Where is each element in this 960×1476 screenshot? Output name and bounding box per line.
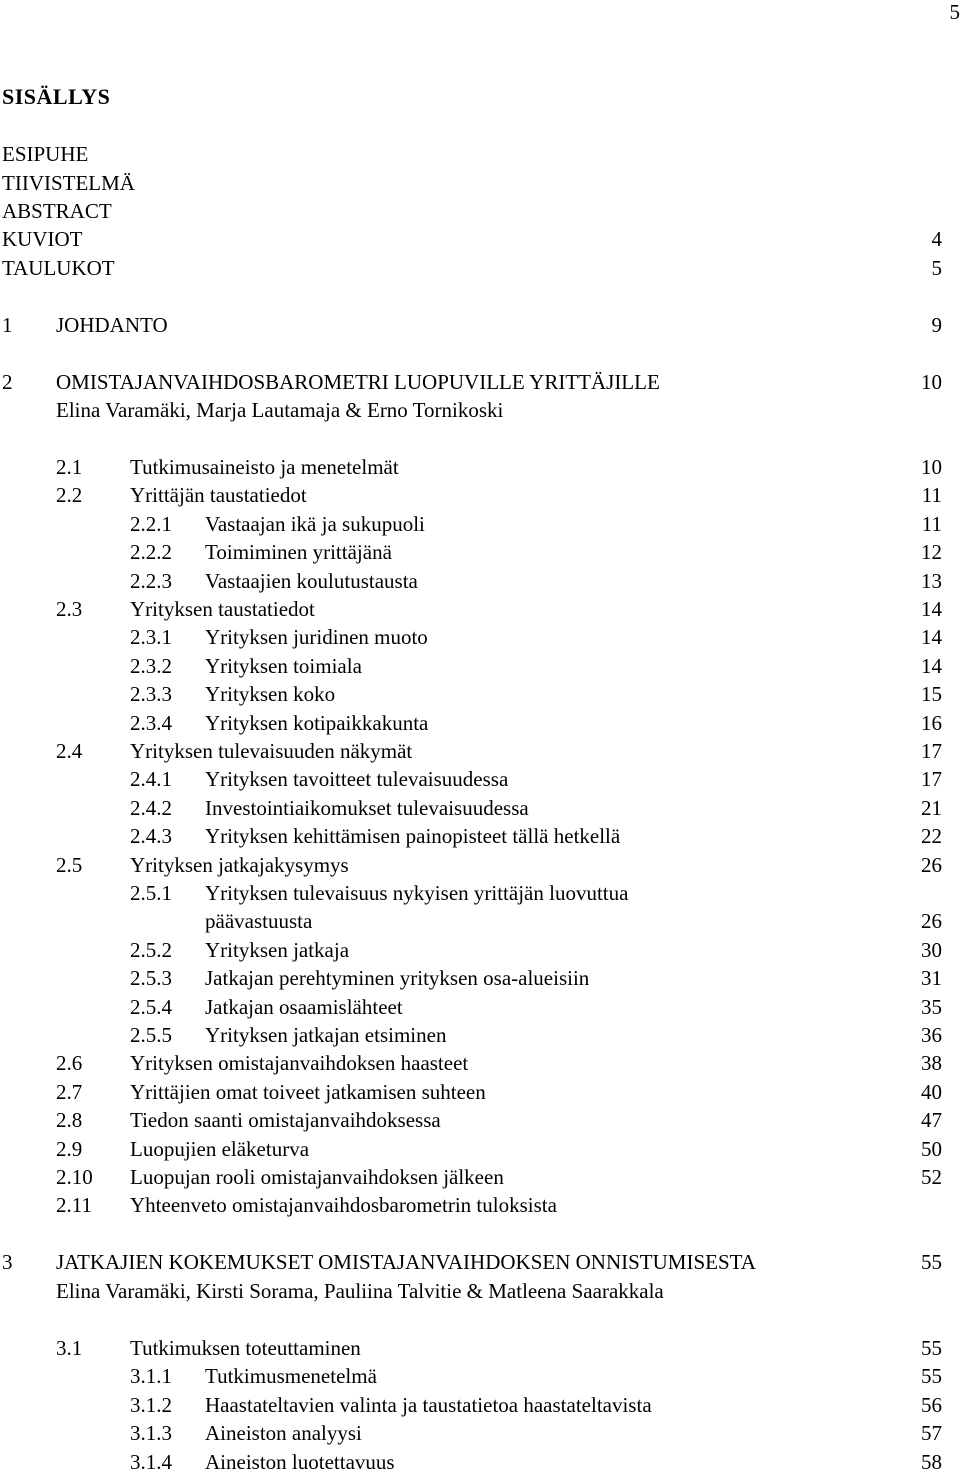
toc-entry-title: Yrityksen tavoitteet tulevaisuudessa (205, 767, 509, 791)
toc-entry-page: 10 (921, 455, 942, 479)
toc-entry-number: 3.1.4 (130, 1450, 172, 1474)
toc-entry (0, 1163, 942, 1191)
toc-entry-page: 14 (921, 625, 942, 649)
toc-entry-number: 2.6 (56, 1051, 83, 1075)
toc-entry-page: 40 (921, 1080, 942, 1104)
toc-entry-number: 2.9 (56, 1137, 83, 1161)
toc-entry-number: 2.5.4 (130, 995, 172, 1019)
toc-entry-title: Jatkajan osaamislähteet (205, 995, 403, 1019)
toc-entry (0, 623, 942, 651)
toc-entry-page: 4 (931, 227, 942, 251)
page-number: 5 (949, 0, 960, 24)
toc-entry-title: KUVIOT (2, 227, 83, 251)
toc-entry-number: 2.10 (56, 1165, 93, 1189)
toc-entry-title: Yrityksen juridinen muoto (205, 625, 428, 649)
toc-chapter-3-authors (0, 1277, 942, 1305)
toc-entry (0, 822, 942, 850)
toc-entry-page: 35 (921, 995, 942, 1019)
toc-entry (0, 709, 942, 737)
page-title: SISÄLLYS (2, 84, 111, 109)
toc-entry (0, 1049, 942, 1077)
toc-entry-number: 2.5.2 (130, 938, 172, 962)
toc-entry-page: 55 (921, 1336, 942, 1360)
toc-entry-page: 17 (921, 767, 942, 791)
toc-entry (0, 481, 942, 509)
toc-entry (0, 993, 942, 1021)
toc-entry-number: 2.5.3 (130, 966, 172, 990)
toc-entry-page: 26 (921, 853, 942, 877)
toc-entry-title: Yrityksen jatkaja (205, 938, 350, 962)
toc-entry (0, 1448, 942, 1476)
toc-front-matter-item (0, 140, 942, 168)
toc-entry-title: Vastaajan ikä ja sukupuoli (205, 512, 425, 536)
toc-entry-title: Yrittäjien omat toiveet jatkamisen suhteen (130, 1080, 486, 1104)
toc-entry (0, 1191, 942, 1219)
toc-entry-page: 58 (921, 1450, 942, 1474)
chapter-authors: Elina Varamäki, Marja Lautamaja & Erno Tornikoski (56, 398, 504, 422)
toc-entry-page: 36 (921, 1023, 942, 1047)
toc-entry (0, 879, 942, 907)
toc-front-matter-item (0, 169, 942, 197)
toc-entry (0, 1391, 942, 1419)
toc-chapter-1 (0, 311, 942, 339)
toc-entry-page: 14 (921, 597, 942, 621)
toc-entry-title: Toimiminen yrittäjänä (205, 540, 392, 564)
toc-entry-title: Vastaajien koulutustausta (205, 569, 418, 593)
chapter-number: 2 (2, 370, 13, 394)
toc-entry (0, 510, 942, 538)
toc-entry-page: 17 (921, 739, 942, 763)
toc-entry-number: 2.3.1 (130, 625, 172, 649)
toc-entry-number: 2.5.5 (130, 1023, 172, 1047)
toc-entry-number: 2.4 (56, 739, 83, 763)
toc-entry-number: 2.2 (56, 483, 83, 507)
toc-entry-title: Yhteenveto omistajanvaihdosbarometrin tuloksista (130, 1193, 557, 1217)
toc-entry-number: 2.4.1 (130, 767, 172, 791)
toc-front-matter-item (0, 225, 942, 253)
toc-entry-title: Yrityksen koko (205, 682, 336, 706)
toc-entry-number: 2.1 (56, 455, 83, 479)
toc-entry-title: Yrityksen omistajanvaihdoksen haasteet (130, 1051, 469, 1075)
toc-entry-title: Yrityksen jatkajakysymys (130, 853, 349, 877)
toc-entry-page: 11 (921, 512, 942, 536)
toc-entry (0, 737, 942, 765)
toc-entry-number: 3.1.2 (130, 1393, 172, 1417)
toc-front-matter-item (0, 254, 942, 282)
toc-entry-page: 26 (921, 909, 942, 933)
toc-entry-title: Investointiaikomukset tulevaisuudessa (205, 796, 529, 820)
toc-entry-number: 2.11 (56, 1193, 92, 1217)
toc-entry-title: Yrittäjän taustatiedot (130, 483, 307, 507)
toc-entry (0, 1419, 942, 1447)
toc-entry-title: Tutkimusmenetelmä (205, 1364, 377, 1388)
toc-entry-number: 3.1.1 (130, 1364, 172, 1388)
chapter-authors: Elina Varamäki, Kirsti Sorama, Pauliina Talvitie & Matleena Saarakkala (56, 1279, 664, 1303)
toc-entry-title: Aineiston luotettavuus (205, 1450, 395, 1474)
toc-entry-page: 16 (921, 711, 942, 735)
toc-entry-number: 2.2.3 (130, 569, 172, 593)
toc-entry-page: 50 (921, 1137, 942, 1161)
toc-entry-title: Aineiston analyysi (205, 1421, 362, 1445)
chapter-page: 55 (921, 1250, 942, 1274)
toc-chapter-3 (0, 1248, 942, 1276)
toc-entry-page: 14 (921, 654, 942, 678)
toc-entry-page: 52 (921, 1165, 942, 1189)
toc-entry-title: ABSTRACT (2, 199, 112, 223)
toc-entry-title: Yrityksen jatkajan etsiminen (205, 1023, 447, 1047)
chapter-page: 10 (921, 370, 942, 394)
toc-entry (0, 1135, 942, 1163)
toc-entry-title: Tutkimuksen toteuttaminen (130, 1336, 361, 1360)
toc-entry (0, 1334, 942, 1362)
toc-entry (0, 851, 942, 879)
toc-entry-number: 3.1.3 (130, 1421, 172, 1445)
toc-entry-number: 2.8 (56, 1108, 83, 1132)
toc-entry-title: Jatkajan perehtyminen yrityksen osa-alueisiin (205, 966, 590, 990)
toc-entry (0, 1021, 942, 1049)
toc-entry-title: Yrityksen toimiala (205, 654, 362, 678)
toc-chapter-2 (0, 368, 942, 396)
toc-entry-number: 2.5 (56, 853, 83, 877)
toc-entry-page: 21 (921, 796, 942, 820)
toc-entry (0, 907, 942, 935)
toc-entry-page: 55 (921, 1364, 942, 1388)
chapter-number: 1 (2, 313, 13, 337)
toc-entry (0, 1078, 942, 1106)
toc-chapter-2-authors (0, 396, 942, 424)
toc-entry-title: Luopujien eläketurva (130, 1137, 310, 1161)
toc-entry-page: 31 (921, 966, 942, 990)
toc-entry-page: 5 (931, 256, 942, 280)
toc-entry-page: 15 (921, 682, 942, 706)
toc-entry-number: 2.3.3 (130, 682, 172, 706)
toc-entry-title: TIIVISTELMÄ (2, 171, 135, 195)
toc-entry-page: 11 (921, 483, 942, 507)
toc-entry (0, 936, 942, 964)
toc-entry-number: 2.3.4 (130, 711, 172, 735)
toc-entry-number: 2.2.2 (130, 540, 172, 564)
toc-entry (0, 453, 942, 481)
toc-entry (0, 964, 942, 992)
toc-entry-page: 56 (921, 1393, 942, 1417)
toc-entry (0, 1362, 942, 1390)
toc-entry-number: 2.2.1 (130, 512, 172, 536)
chapter-title: OMISTAJANVAIHDOSBAROMETRI LUOPUVILLE YRITTÄJILLE (56, 370, 660, 394)
toc-entry-number: 2.7 (56, 1080, 83, 1104)
chapter-number: 3 (2, 1250, 13, 1274)
toc-entry-page: 47 (921, 1108, 942, 1132)
toc-entry (0, 794, 942, 822)
toc-entry (0, 595, 942, 623)
toc-entry (0, 567, 942, 595)
chapter-title: JATKAJIEN KOKEMUKSET OMISTAJANVAIHDOKSEN ONNISTUMISESTA (56, 1250, 756, 1274)
toc-entry-title: Yrityksen kehittämisen painopisteet tällä hetkellä (205, 824, 621, 848)
toc-entry-page: 57 (921, 1421, 942, 1445)
toc-entry-number: 2.3.2 (130, 654, 172, 678)
toc-entry-title: Luopujan rooli omistajanvaihdoksen jälkeen (130, 1165, 504, 1189)
toc-entry-number: 2.4.3 (130, 824, 172, 848)
toc-entry-title: Haastateltavien valinta ja taustatietoa haastateltavista (205, 1393, 652, 1417)
toc-entry (0, 1106, 942, 1134)
toc-entry-title: Yrityksen tulevaisuuden näkymät (130, 739, 413, 763)
toc-entry-title: Tiedon saanti omistajanvaihdoksessa (130, 1108, 441, 1132)
toc-entry-page: 13 (921, 569, 942, 593)
toc-entry-title: Yrityksen tulevaisuus nykyisen yrittäjän luovuttua (205, 881, 629, 905)
toc-entry-page: 38 (921, 1051, 942, 1075)
toc-entry (0, 652, 942, 680)
toc-entry-page: 30 (921, 938, 942, 962)
toc-entry (0, 765, 942, 793)
toc-entry-title: Yrityksen taustatiedot (130, 597, 315, 621)
toc-entry-title: ESIPUHE (2, 142, 89, 166)
toc-entry-page: 22 (921, 824, 942, 848)
toc-entry-title: Yrityksen kotipaikkakunta (205, 711, 429, 735)
toc-entry-number: 2.5.1 (130, 881, 172, 905)
chapter-page: 9 (931, 313, 942, 337)
toc-entry-page: 12 (921, 540, 942, 564)
toc-entry (0, 538, 942, 566)
toc-entry (0, 680, 942, 708)
toc-entry-title: Tutkimusaineisto ja menetelmät (130, 455, 399, 479)
chapter-title: JOHDANTO (56, 313, 168, 337)
toc-entry-number: 3.1 (56, 1336, 83, 1360)
toc-entry-number: 2.3 (56, 597, 83, 621)
toc-front-matter-item (0, 197, 942, 225)
toc-entry-number: 2.4.2 (130, 796, 172, 820)
toc-entry-title: päävastuusta (205, 909, 313, 933)
toc-entry-title: TAULUKOT (2, 256, 115, 280)
